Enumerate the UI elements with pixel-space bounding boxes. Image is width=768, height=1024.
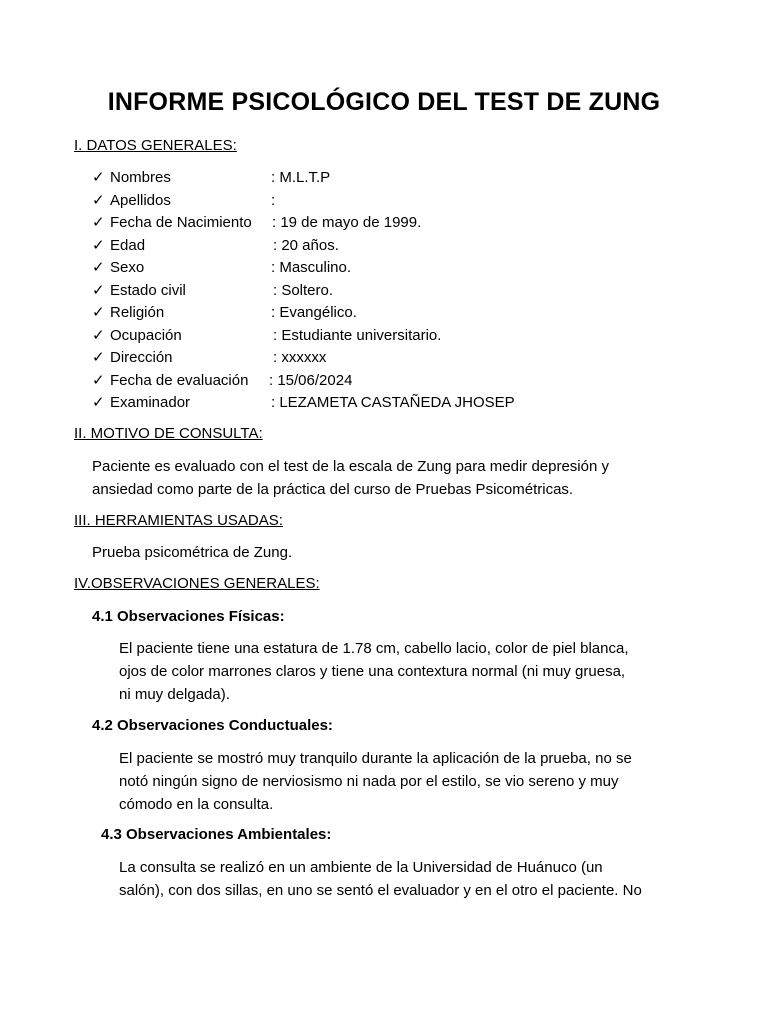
- paragraph-line: notó ningún signo de nerviosismo ni nada por el estilo, se vio sereno y muy: [119, 773, 619, 790]
- paragraph-line: ojos de color marrones claros y tiene una contextura normal (ni muy gruesa,: [119, 663, 626, 680]
- list-item: [92, 190, 276, 213]
- field-value: : 19 de mayo de 1999.: [272, 214, 422, 231]
- field-value: : LEZAMETA CASTAÑEDA JHOSEP: [271, 394, 515, 411]
- list-item: [92, 280, 334, 303]
- paragraph-line: Paciente es evaluado con el test de la escala de Zung para medir depresión y: [92, 458, 609, 475]
- checkmark-icon: ✓: [92, 394, 105, 411]
- list-item: [92, 212, 422, 235]
- conductuales-paragraph: [119, 747, 632, 816]
- checkmark-icon: ✓: [92, 371, 105, 389]
- field-label: Examinador: [110, 394, 191, 411]
- paragraph-line: La consulta se realizó en un ambiente de la Universidad de Huánuco (un: [119, 859, 603, 876]
- section-heading-herramientas: III. HERRAMIENTAS USADAS:: [74, 512, 283, 529]
- field-value: : M.L.T.P: [271, 169, 331, 186]
- field-value: : 20 años.: [273, 236, 339, 254]
- section-heading-motivo: II. MOTIVO DE CONSULTA:: [74, 425, 263, 442]
- list-item: [92, 347, 327, 370]
- field-value: : Evangélico.: [271, 304, 357, 321]
- subheading-ambientales: 4.3 Observaciones Ambientales:: [101, 826, 332, 843]
- paragraph-line: El paciente tiene una estatura de 1.78 cm, cabello lacio, color de piel blanca,: [119, 640, 629, 657]
- motivo-paragraph: [92, 455, 609, 501]
- checkmark-icon: ✓: [92, 304, 105, 321]
- field-value: : xxxxxx: [273, 349, 327, 366]
- ambientales-paragraph: [119, 856, 642, 902]
- checkmark-icon: ✓: [92, 281, 105, 299]
- field-label: Sexo: [110, 259, 145, 276]
- section-heading-datos: I. DATOS GENERALES:: [74, 137, 237, 154]
- checkmark-icon: ✓: [92, 214, 105, 231]
- field-label: Apellidos: [110, 191, 171, 209]
- field-value: :: [271, 191, 276, 209]
- field-label: Nombres: [110, 169, 171, 186]
- paragraph-line: salón), con dos sillas, en uno se sentó el evaluador y en el otro el paciente. No: [119, 882, 642, 899]
- field-value: : 15/06/2024: [269, 371, 353, 389]
- list-item: [92, 257, 352, 280]
- field-label: Edad: [110, 236, 146, 254]
- field-label: Fecha de evaluación: [110, 371, 249, 389]
- field-value: : Masculino.: [271, 259, 352, 276]
- paragraph-line: ni muy delgada).: [119, 686, 230, 703]
- field-label: Estado civil: [110, 281, 186, 299]
- checkmark-icon: ✓: [92, 169, 105, 186]
- fisicas-paragraph: [119, 637, 629, 706]
- field-value: : Soltero.: [273, 281, 334, 299]
- field-label: Fecha de Nacimiento: [110, 214, 252, 231]
- document-title: INFORME PSICOLÓGICO DEL TEST DE ZUNG: [107, 88, 661, 116]
- checkmark-icon: ✓: [92, 191, 105, 209]
- list-item: [92, 325, 442, 348]
- checkmark-icon: ✓: [92, 259, 105, 276]
- checkmark-icon: ✓: [92, 349, 105, 366]
- list-item: [92, 167, 331, 190]
- checkmark-icon: ✓: [92, 326, 105, 344]
- list-item: [92, 302, 357, 325]
- herramientas-paragraph: Prueba psicométrica de Zung.: [92, 544, 293, 561]
- field-label: Dirección: [110, 349, 173, 366]
- datos-list: [92, 167, 515, 415]
- section-heading-observaciones: IV.OBSERVACIONES GENERALES:: [74, 575, 320, 592]
- checkmark-icon: ✓: [92, 236, 105, 254]
- list-item: [92, 370, 353, 393]
- paragraph-line: cómodo en la consulta.: [119, 796, 274, 813]
- subheading-conductuales: 4.2 Observaciones Conductuales:: [92, 717, 333, 734]
- field-label: Ocupación: [110, 326, 182, 344]
- list-item: [92, 392, 515, 415]
- subheading-fisicas: 4.1 Observaciones Físicas:: [92, 608, 285, 625]
- field-label: Religión: [110, 304, 165, 321]
- paragraph-line: ansiedad como parte de la práctica del curso de Pruebas Psicométricas.: [92, 481, 574, 498]
- field-value: : Estudiante universitario.: [273, 326, 442, 344]
- list-item: [92, 235, 339, 258]
- paragraph-line: El paciente se mostró muy tranquilo durante la aplicación de la prueba, no se: [119, 750, 632, 767]
